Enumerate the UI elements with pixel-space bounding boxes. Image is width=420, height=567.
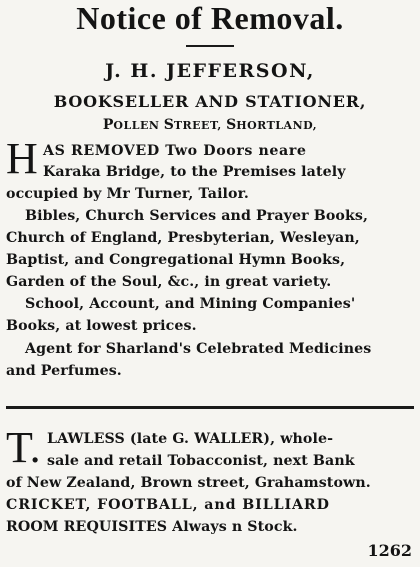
lawless-line: of New Zealand, Brown street, Grahamstown.: [6, 475, 371, 491]
notice-title: Notice of Removal.: [76, 0, 344, 36]
proprietor-name: J. H. JEFFERSON,: [105, 60, 315, 82]
lawless-line: ROOM REQUISITES Always n Stock.: [6, 519, 298, 535]
address-line: [0, 117, 420, 133]
address-small: TREET,: [173, 119, 227, 132]
trade-line: BOOKSELLER AND STATIONER,: [53, 92, 367, 111]
dropcap-h: H: [6, 134, 38, 183]
notice-line: Bibles, Church Services and Prayer Books,: [25, 208, 369, 224]
notice-line: Baptist, and Congregational Hymn Books,: [6, 252, 346, 268]
lawless-line: LAWLESS (late G. WALLER), whole-: [47, 431, 334, 447]
address-small: OLLEN: [113, 119, 164, 132]
address-small: HORTLAND,: [236, 119, 318, 132]
dropcap-t: T.: [6, 423, 41, 472]
notice-line: School, Account, and Mining Companies': [25, 296, 356, 312]
notice-line: Books, at lowest prices.: [6, 318, 197, 334]
notice-line: Garden of the Soul, &c., in great variety.: [6, 274, 332, 290]
notice-line: AS REMOVED Two Doors neare: [43, 143, 307, 159]
notice-line: Agent for Sharland's Celebrated Medicines: [25, 341, 372, 357]
address-cap: S: [163, 117, 174, 133]
notice-line: Karaka Bridge, to the Premises lately: [43, 164, 346, 180]
notice-line: occupied by Mr Turner, Tailor.: [6, 186, 249, 202]
title-divider: [186, 45, 234, 47]
notice-line: and Perfumes.: [6, 363, 122, 379]
address-cap: P: [102, 117, 114, 133]
notice-line: Church of England, Presbyterian, Wesleyan,: [6, 230, 360, 246]
section-divider: [6, 406, 414, 409]
lawless-line: CRICKET, FOOTBALL, and BILLIARD: [6, 497, 330, 513]
reference-number: 1262: [367, 541, 412, 560]
lawless-line: sale and retail Tobacconist, next Bank: [47, 453, 355, 469]
address-cap: S: [226, 117, 237, 133]
